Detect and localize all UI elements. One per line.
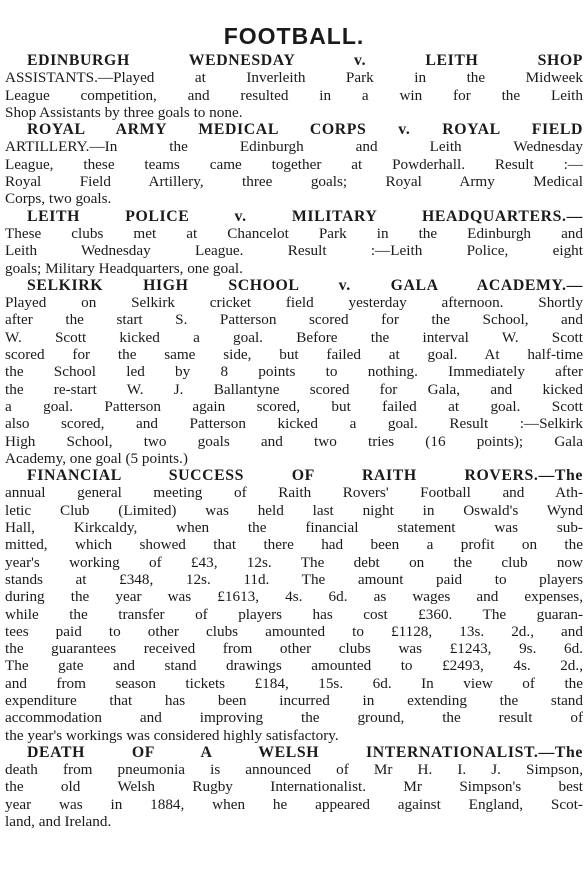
article-text-line: Hall, Kirkcaldy, when the financial statement was sub- xyxy=(5,519,583,537)
article-text-line: land, and Ireland. xyxy=(5,813,112,831)
article-text-line: and from season tickets £184, 15s. 6d. In view of the xyxy=(5,674,583,692)
article-text-line: also scored, and Patterson kicked a goal. Result :—Selkirk xyxy=(5,415,583,433)
article-headline-line: FINANCIAL SUCCESS OF RAITH ROVERS.—The xyxy=(27,467,583,485)
article xyxy=(5,744,583,830)
article-text-line: High School, two goals and two tries (16 points); Gala xyxy=(5,432,583,450)
article-text-line: year's working of £43, 12s. The debt on the club now xyxy=(5,553,583,571)
article-headline-line: EDINBURGH WEDNESDAY v. LEITH SHOP xyxy=(27,52,583,69)
article-text-line: accommodation and improving the ground, the result of xyxy=(5,709,583,727)
article-text-line: stands at £348, 12s. 11d. The amount paid to players xyxy=(5,570,583,588)
article-text-line: The gate and stand drawings amounted to £2493, 4s. 2d., xyxy=(5,657,583,675)
article-text-line: W. Scott kicked a goal. Before the interval W. Scott xyxy=(5,328,583,346)
article-text-line: expenditure that has been incurred in extending the stand xyxy=(5,691,583,709)
article xyxy=(5,277,583,467)
article-headline-line: SELKIRK HIGH SCHOOL v. GALA ACADEMY.— xyxy=(27,276,583,294)
article xyxy=(5,208,583,277)
article xyxy=(5,52,583,121)
article xyxy=(5,467,583,744)
article-text-line: scored for the same side, but failed at goal. At half-time xyxy=(5,346,583,364)
article-text-line: the old Welsh Rugby Internationalist. Mr Simpson's best xyxy=(5,778,583,796)
article-text-line: Shop Assistants by three goals to none. xyxy=(5,103,243,121)
article-text-line: during the year was £1613, 4s. 6d. as wages and expenses, xyxy=(5,588,583,606)
article-text-line: Played on Selkirk cricket field yesterday afternoon. Shortly xyxy=(5,294,583,312)
article-text-line: League, these teams came together at Powderhall. Result :— xyxy=(5,155,583,173)
article-text-line: death from pneumonia is announced of Mr H. I. J. Simpson, xyxy=(5,761,583,779)
article-text-line: the School led by 8 points to nothing. Immediately after xyxy=(5,363,583,381)
article-text-line: Corps, two goals. xyxy=(5,190,112,208)
article-text-line: Leith Wednesday League. Result :—Leith Police, eight xyxy=(5,242,583,260)
article-text-line: annual general meeting of Raith Rovers' Football and Ath- xyxy=(5,484,583,502)
article xyxy=(5,121,583,207)
article-text-line: ASSISTANTS.—Played at Inverleith Park in the Midweek xyxy=(5,69,583,87)
newspaper-clipping xyxy=(5,22,583,830)
article-headline-line: ROYAL ARMY MEDICAL CORPS v. ROYAL FIELD xyxy=(27,121,583,139)
article-text-line: after the start S. Patterson scored for the School, and xyxy=(5,311,583,329)
article-text-line: Royal Field Artillery, three goals; Royal Army Medical xyxy=(5,173,583,191)
article-text-line: the re-start W. J. Ballantyne scored for Gala, and kicked xyxy=(5,380,583,398)
article-text-line: year was in 1884, when he appeared against England, Scot- xyxy=(5,795,583,813)
article-text-line: the year's workings was considered highly satisfactory. xyxy=(5,726,339,744)
page-title: FOOTBALL. xyxy=(223,23,365,49)
article-text-line: letic Club (Limited) was held last night in Oswald's Wynd xyxy=(5,501,583,519)
article-text-line: League competition, and resulted in a win for the Leith xyxy=(5,86,583,104)
article-text-line: the guarantees received from other clubs was £1243, 9s. 6d. xyxy=(5,640,583,658)
article-headline-line: LEITH POLICE v. MILITARY HEADQUARTERS.— xyxy=(27,207,583,225)
article-text-line: tees paid to other clubs amounted to £1128, 13s. 2d., and xyxy=(5,622,583,640)
article-text-line: These clubs met at Chancelot Park in the Edinburgh and xyxy=(5,224,583,242)
article-text-line: ARTILLERY.—In the Edinburgh and Leith Wednesday xyxy=(5,138,583,156)
article-text-line: mitted, which showed that there had been a profit on the xyxy=(5,536,583,554)
article-text-line: while the transfer of players has cost £360. The guaran- xyxy=(5,605,583,623)
article-headline-line: DEATH OF A WELSH INTERNATIONALIST.—The xyxy=(27,743,583,761)
article-text-line: a goal. Patterson again scored, but failed at goal. Scott xyxy=(5,397,583,415)
article-text-line: Academy, one goal (5 points.) xyxy=(5,449,188,467)
article-list xyxy=(5,52,583,830)
article-text-line: goals; Military Headquarters, one goal. xyxy=(5,259,243,277)
